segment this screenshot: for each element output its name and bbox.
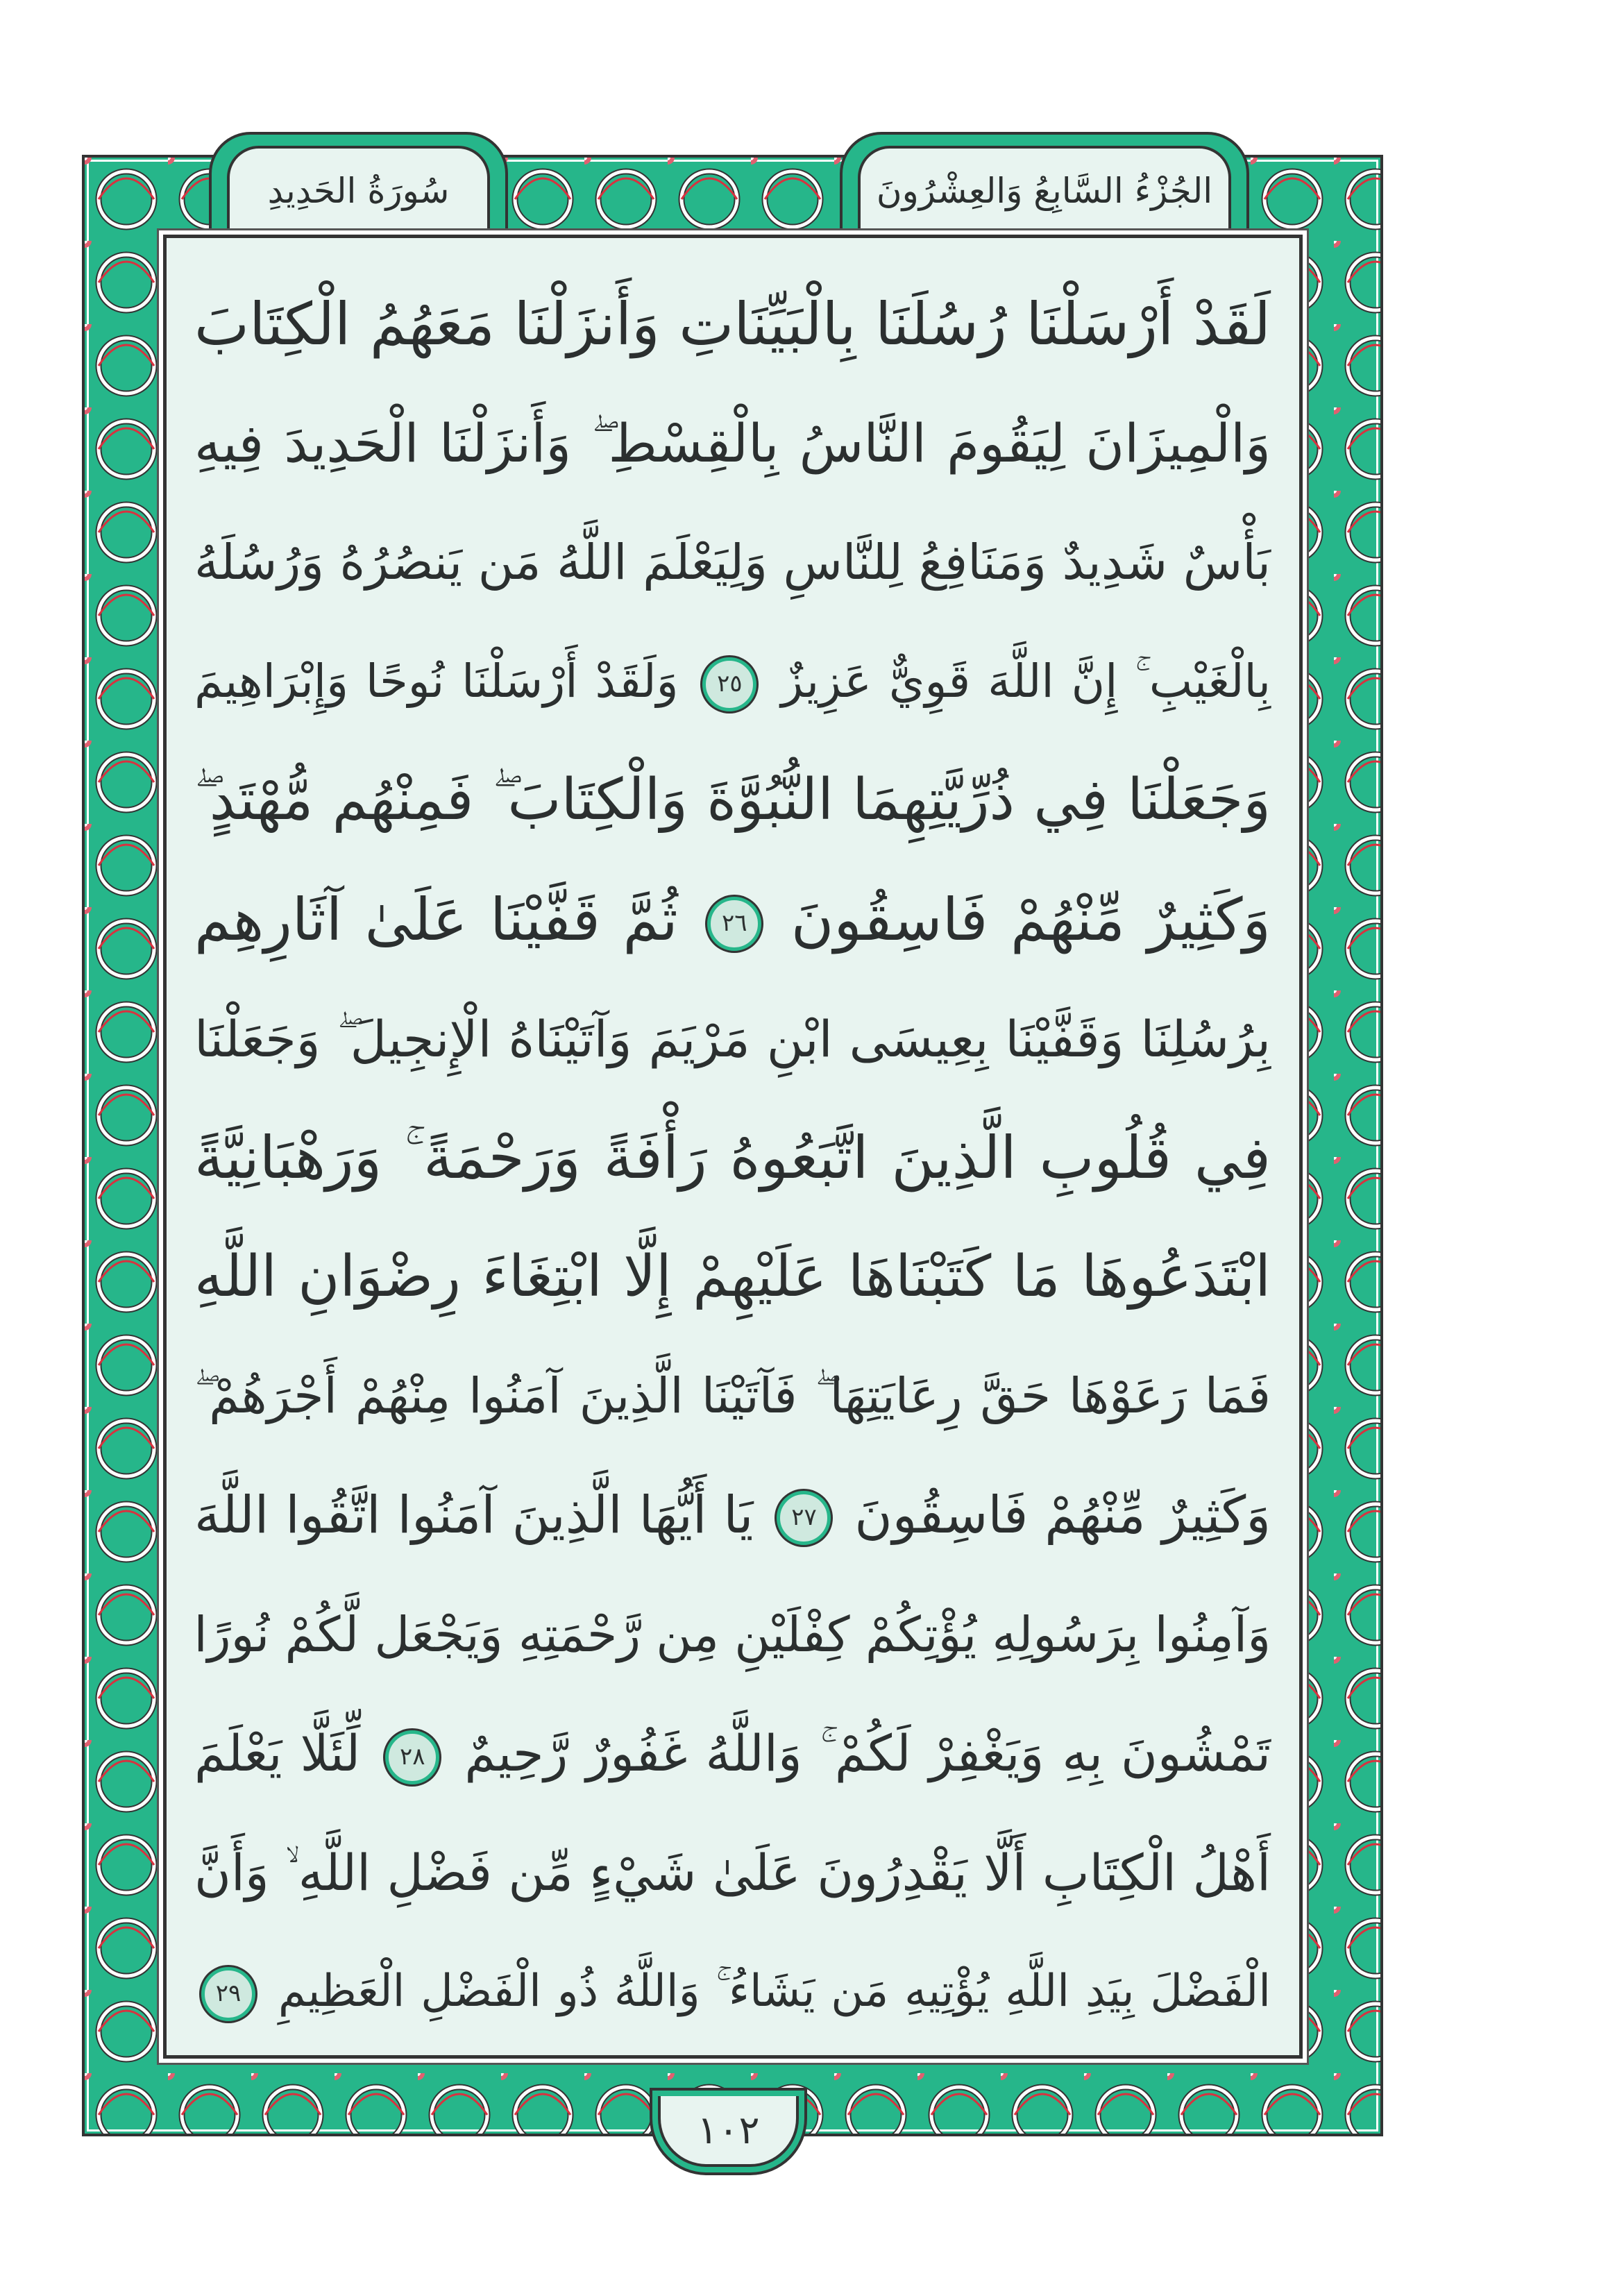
text-line	[194, 1463, 1271, 1582]
ayah-number-marker: ٢٥	[702, 657, 756, 711]
text-line	[194, 748, 1271, 868]
text-line	[194, 1701, 1271, 1821]
verse-text: بَأْسٌ شَدِيدٌ وَمَنَافِعُ لِلنَّاسِ وَلِيَعْلَمَ اللَّهُ مَن يَنصُرُهُ وَرُسُلَهُ	[194, 534, 1271, 591]
verse-text: وَكَثِيرٌ مِّنْهُمْ فَاسِقُونَ	[854, 1485, 1271, 1545]
text-line	[194, 1106, 1271, 1225]
text-line	[194, 510, 1271, 630]
juz-name-tab	[840, 132, 1249, 236]
verse-text: بِالْغَيْبِ ۚ إِنَّ اللَّهَ قَوِيٌّ عَزِيزٌ	[781, 654, 1271, 708]
text-line	[194, 1225, 1271, 1344]
verse-text: ثُمَّ قَفَّيْنَا عَلَىٰ آثَارِهِم	[194, 885, 678, 954]
juz-name: الجُزْءُ السَّابِعُ وَالعِشْرُونَ	[858, 146, 1231, 236]
verse-text: يَا أَيُّهَا الَّذِينَ آمَنُوا اتَّقُوا اللَّهَ	[194, 1485, 754, 1545]
text-line	[194, 272, 1271, 391]
verse-text: ابْتَدَعُوهَا مَا كَتَبْنَاهَا عَلَيْهِمْ إِلَّا ابْتِغَاءَ رِضْوَانِ اللَّهِ	[194, 1243, 1271, 1310]
surah-name-tab	[209, 132, 508, 236]
text-line	[194, 1939, 1271, 2059]
text-line	[194, 391, 1271, 511]
ayah-number-marker: ٢٦	[707, 897, 761, 951]
verse-text: وَلَقَدْ أَرْسَلْنَا نُوحًا وَإِبْرَاهِيمَ	[194, 654, 679, 708]
page-number: ١٠٢	[658, 2096, 799, 2167]
verse-text: وَآمِنُوا بِرَسُولِهِ يُؤْتِكُمْ كِفْلَيْنِ مِن رَّحْمَتِهِ وَيَجْعَل لَّكُمْ نُورًا	[194, 1605, 1271, 1663]
ayah-number-marker: ٢٧	[777, 1491, 831, 1545]
verse-text: وَجَعَلْنَا فِي ذُرِّيَّتِهِمَا النُّبُوَّةَ وَالْكِتَابَ ۖ فَمِنْهُم مُّهْتَدٍ ۖ	[194, 767, 1271, 834]
verse-text: الْفَضْلَ بِيَدِ اللَّهِ يُؤْتِيهِ مَن يَشَاءُ ۚ وَاللَّهُ ذُو الْفَضْلِ الْعَظِيمِ	[278, 1966, 1271, 2018]
verse-text: فِي قُلُوبِ الَّذِينَ اتَّبَعُوهُ رَأْفَةً وَرَحْمَةً ۚ وَرَهْبَانِيَّةً	[194, 1124, 1271, 1192]
verse-text: بِرُسُلِنَا وَقَفَّيْنَا بِعِيسَى ابْنِ مَرْيَمَ وَآتَيْنَاهُ الْإِنجِيلَ ۖ وَجَعَلْنَا	[194, 1009, 1271, 1068]
text-line	[194, 987, 1271, 1106]
text-line	[194, 1344, 1271, 1463]
verse-text: فَمَا رَعَوْهَا حَقَّ رِعَايَتِهَا ۖ فَآتَيْنَا الَّذِينَ آمَنُوا مِنْهُمْ أَجْرَهُمْ ۖ	[194, 1367, 1271, 1425]
ayah-number-marker: ٢٨	[385, 1730, 439, 1784]
ayah-number-marker: ٢٩	[201, 1967, 255, 2021]
verse-text: تَمْشُونَ بِهِ وَيَغْفِرْ لَكُمْ ۚ وَاللَّهُ غَفُورٌ رَّحِيمٌ	[464, 1724, 1271, 1783]
verse-text: لِّئَلَّا يَعْلَمَ	[194, 1724, 361, 1783]
verse-text: وَكَثِيرٌ مِّنْهُمْ فَاسِقُونَ	[790, 885, 1271, 954]
text-line	[194, 1582, 1271, 1702]
verse-text: لَقَدْ أَرْسَلْنَا رُسُلَنَا بِالْبَيِّنَاتِ وَأَنزَلْنَا مَعَهُمُ الْكِتَابَ	[194, 290, 1271, 358]
quran-text-lines	[194, 272, 1271, 2059]
surah-name: سُورَةُ الحَدِيدِ	[227, 146, 490, 236]
verse-text: وَالْمِيزَانَ لِيَقُومَ النَّاسُ بِالْقِسْطِ ۖ وَأَنزَلْنَا الْحَدِيدَ فِيهِ	[194, 412, 1271, 474]
text-line	[194, 630, 1271, 749]
verse-text: أَهْلُ الْكِتَابِ أَلَّا يَقْدِرُونَ عَلَىٰ شَيْءٍ مِّن فَضْلِ اللَّهِ ۙ وَأَنَّ	[194, 1843, 1271, 1902]
text-line	[194, 1821, 1271, 1940]
text-line	[194, 868, 1271, 987]
